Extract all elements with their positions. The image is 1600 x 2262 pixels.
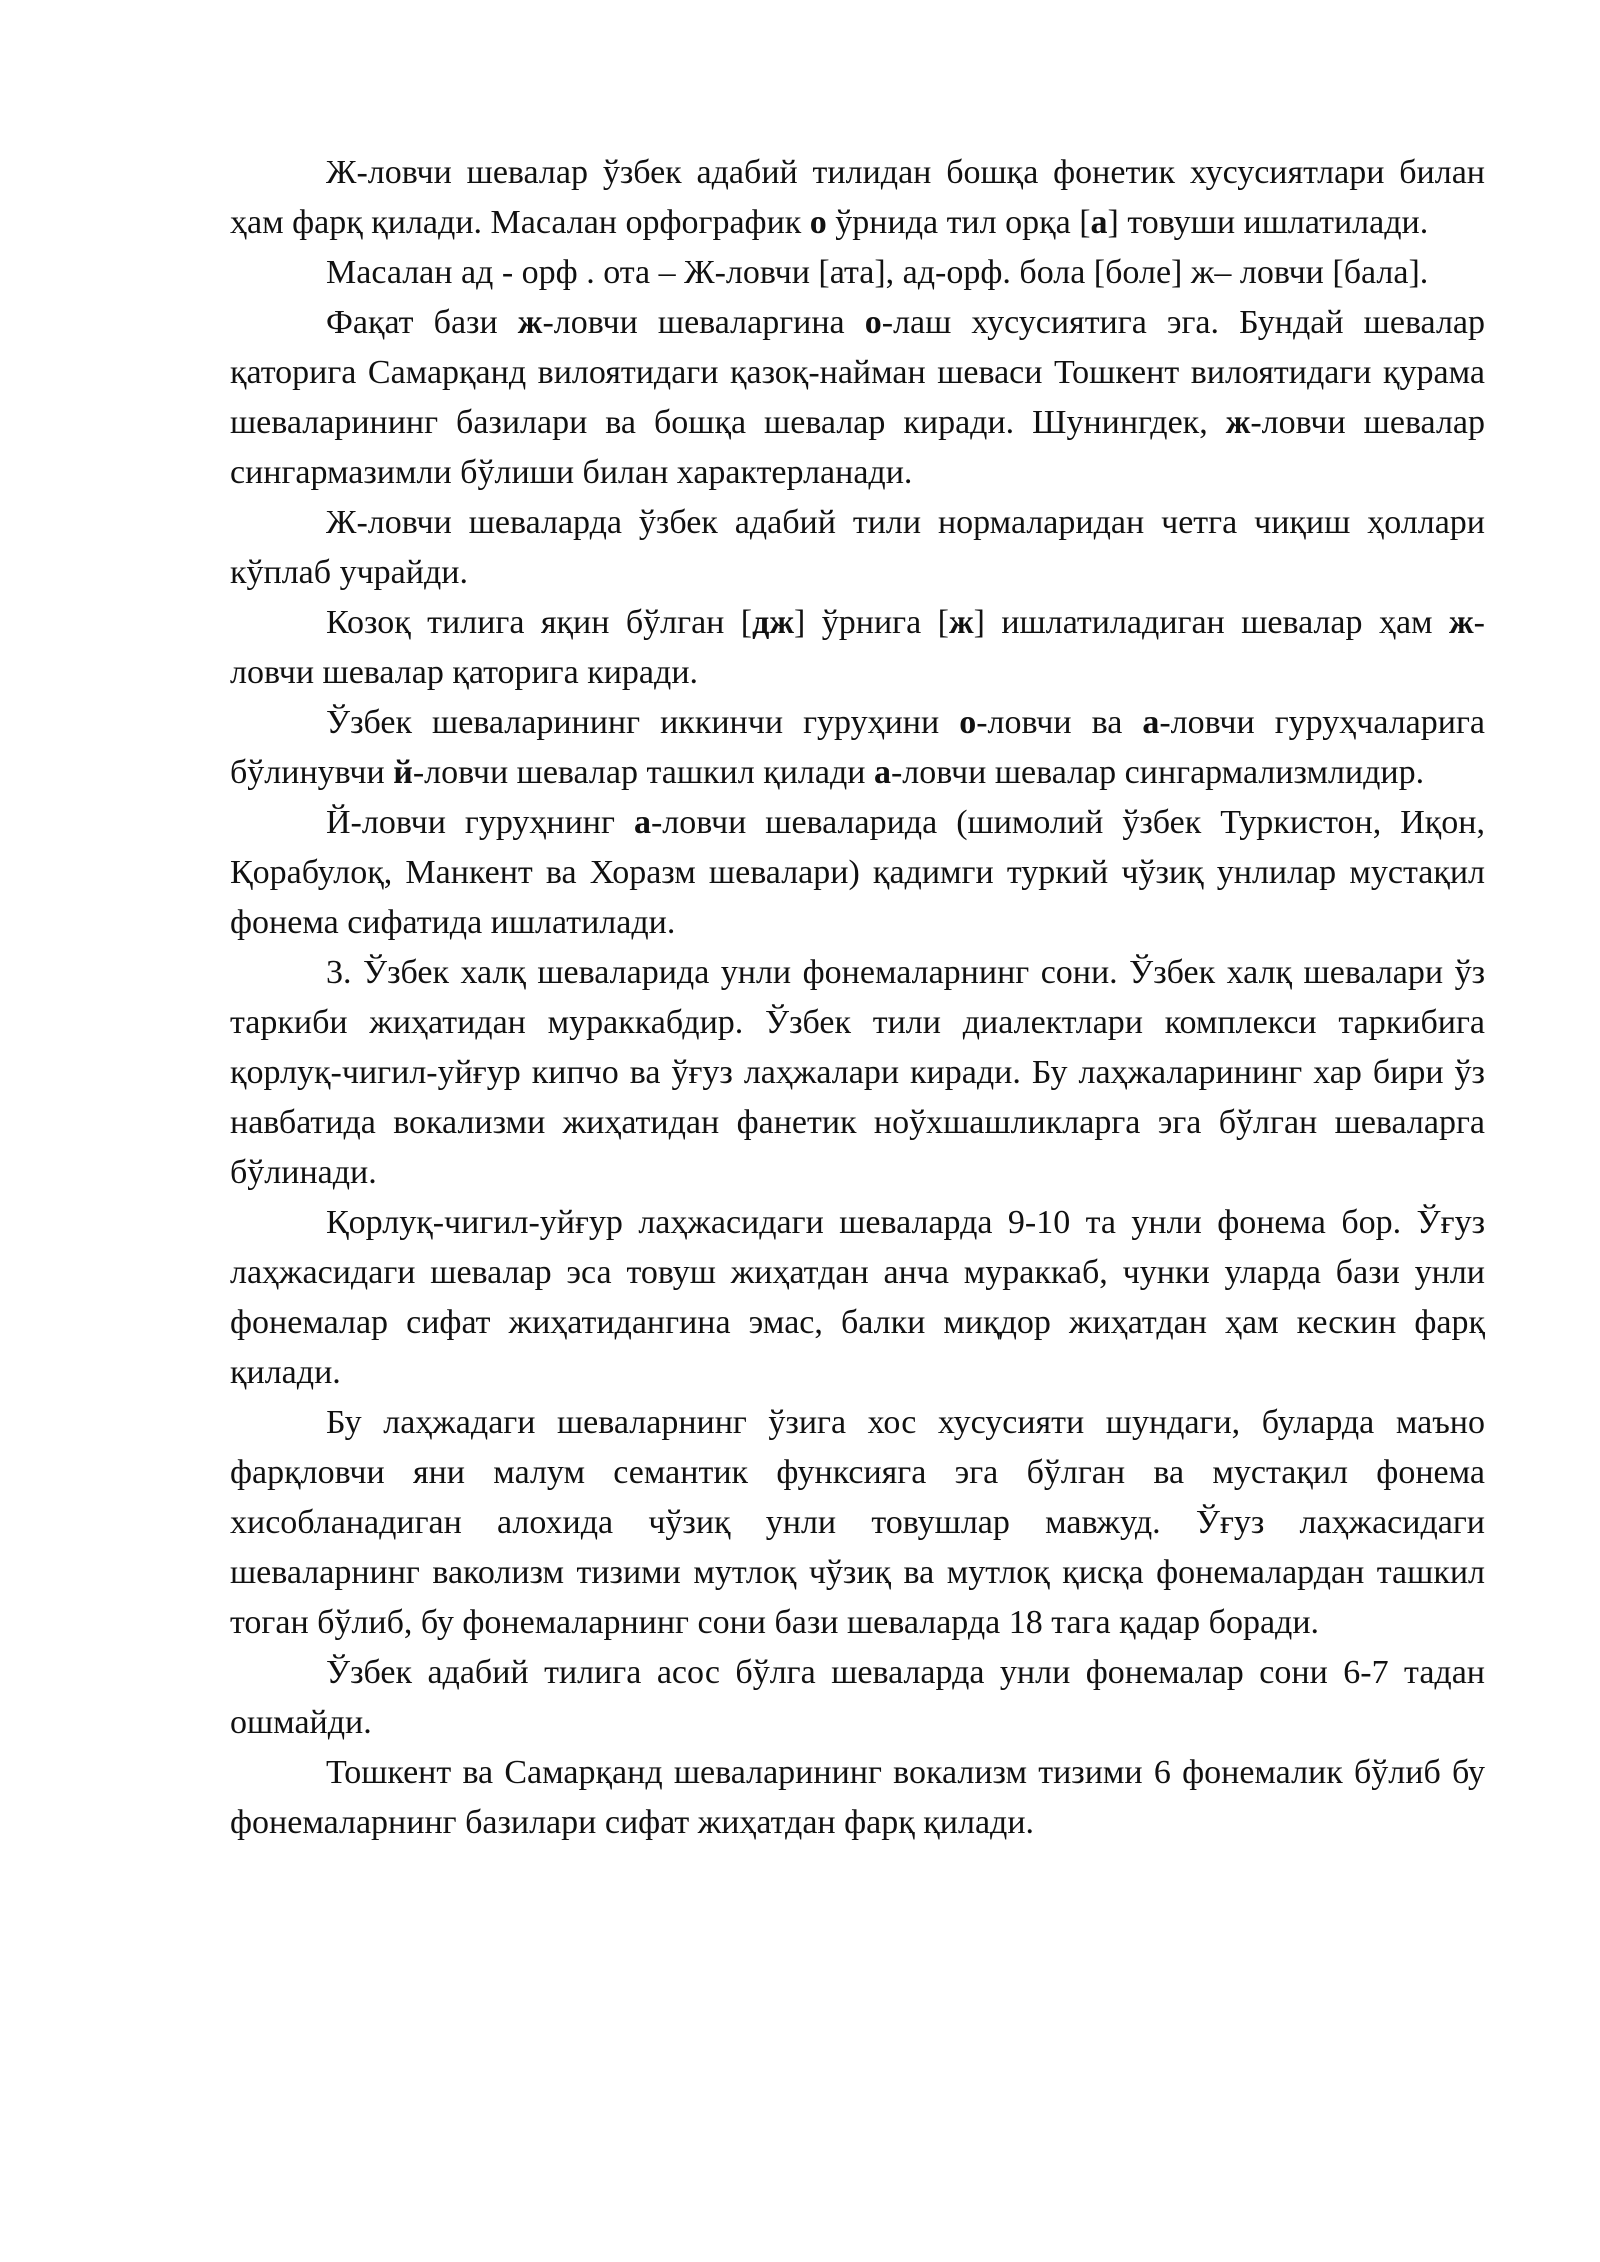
text-run: Қорлуқ-чигил-уйғур лаҳжасидаги шеваларда 9-10 та унли фонема бор. Ўғуз лаҳжасидаги шевалар эса товуш жиҳатдан анча мураккаб, чунки уларда бази унли фонемалар сифат жиҳатидангина эмас, балки миқдор жиҳатдан ҳам кескин фарқ қилади.	[230, 1204, 1485, 1391]
text-run: -ловчи гуруҳчаларига бўлинувчи	[230, 704, 1486, 791]
document-page	[230, 148, 1485, 1848]
paragraph	[230, 148, 1485, 248]
text-run: -ловчи шевалар сингармализмлидир.	[890, 754, 1425, 791]
text-run: Бу лаҳжадаги шеваларнинг ўзига хос хусусияти шундаги, буларда маъно фарқловчи яни малум семантик функсияга эга бўлган ва мустақил фонема хисобланадиган алохида чўзиқ унли товушлар мавжуд. Ўғуз лаҳжасидаги шеваларнинг ваколизм тизими мутлоқ чўзиқ ва мутлоқ қисқа фонемалардан ташкил тоган бўлиб, бу фонемаларнинг сони бази шеваларда 18 тага қадар боради.	[230, 1404, 1485, 1641]
text-run: Ж-ловчи шевалар ўзбек адабий тилидан бошқа фонетик хусусиятлари билан ҳам фарқ қилади. Масалан орфографик	[230, 154, 1485, 241]
bold-text-run: а	[1090, 204, 1108, 241]
text-run: Ўзбек шеваларининг иккинчи гуруҳини	[326, 704, 960, 741]
bold-text-run: о	[864, 304, 882, 341]
paragraph	[230, 1398, 1485, 1648]
bold-text-run: ж	[948, 604, 974, 641]
text-run: -ловчи шевалар сингармазимли бўлиши билан характерланади.	[230, 404, 1485, 491]
paragraph	[230, 498, 1485, 598]
text-run: Тошкент ва Самарқанд шеваларининг вокализм тизими 6 фонемалик бўлиб бу фонемаларнинг базилари сифат жиҳатдан фарқ қилади.	[230, 1754, 1485, 1841]
text-run: -ловчи шевалар қаторига киради.	[230, 604, 1485, 691]
bold-text-run: о	[809, 204, 827, 241]
text-run: Ўзбек адабий тилига асос бўлга шеваларда унли фонемалар сони 6-7 тадан ошмайди.	[230, 1654, 1485, 1741]
text-run: -ловчи ва	[976, 704, 1143, 741]
paragraph	[230, 298, 1485, 498]
text-run: -лаш хусусиятига эга. Бундай шевалар қаторига Самарқанд вилоятидаги қазоқ-найман шеваси Тошкент вилоятидаги қурама шеваларининг базилари ва бошқа шевалар киради. Шунингдек,	[230, 304, 1486, 441]
text-run: Й-ловчи гуруҳнинг	[326, 804, 634, 841]
bold-text-run: а	[873, 754, 891, 791]
paragraph	[230, 248, 1485, 298]
text-run: ўрнида тил орқа [	[826, 204, 1091, 241]
text-run: ] ўрнига [	[793, 604, 949, 641]
bold-text-run: а	[633, 804, 651, 841]
paragraph	[230, 698, 1485, 798]
paragraph	[230, 948, 1485, 1198]
text-run: -ловчи шеваларгина	[542, 304, 865, 341]
paragraph	[230, 1198, 1485, 1398]
text-run: ] ишлатиладиган шевалар ҳам	[973, 604, 1449, 641]
text-run: Масалан ад - орф . ота – Ж-ловчи [ата], ад-орф. бола [боле] ж– ловчи [бала].	[326, 254, 1429, 291]
bold-text-run: а	[1142, 704, 1160, 741]
paragraph	[230, 798, 1485, 948]
text-run: Фақат бази	[326, 304, 518, 341]
text-run: 3. Ўзбек халқ шеваларида унли фонемаларнинг сони. Ўзбек халқ шевалари ўз таркиби жиҳатидан мураккабдир. Ўзбек тили диалектлари комплекси таркибига қорлуқ-чигил-уйғур кипчо ва ўғуз лаҳжалари киради. Бу лаҳжаларининг хар бири ўз навбатида вокализми жиҳатидан фанетик ноўхшашликларга эга бўлган шеваларга бўлинади.	[230, 954, 1485, 1191]
bold-text-run: дж	[752, 604, 794, 641]
bold-text-run: ж	[1225, 404, 1251, 441]
bold-text-run: ж	[1449, 604, 1474, 641]
paragraph	[230, 1648, 1485, 1748]
text-run: Ж-ловчи шеваларда ўзбек адабий тили нормаларидан четга чиқиш ҳоллари кўплаб учрайди.	[230, 504, 1485, 591]
bold-text-run: о	[959, 704, 977, 741]
bold-text-run: ж	[517, 304, 543, 341]
text-run: Козоқ тилига яқин бўлган [	[326, 604, 753, 641]
paragraph	[230, 1748, 1485, 1848]
paragraph	[230, 598, 1485, 698]
text-run: -ловчи шеваларида (шимолий ўзбек Туркистон, Иқон, Қорабулоқ, Манкент ва Хоразм шевалари) қадимги туркий чўзиқ унлилар мустақил фонема сифатида ишлатилади.	[230, 804, 1485, 941]
bold-text-run: й	[393, 754, 413, 791]
text-run: -ловчи шевалар ташкил қилади	[412, 754, 874, 791]
text-run: ] товуши ишлатилади.	[1107, 204, 1429, 241]
